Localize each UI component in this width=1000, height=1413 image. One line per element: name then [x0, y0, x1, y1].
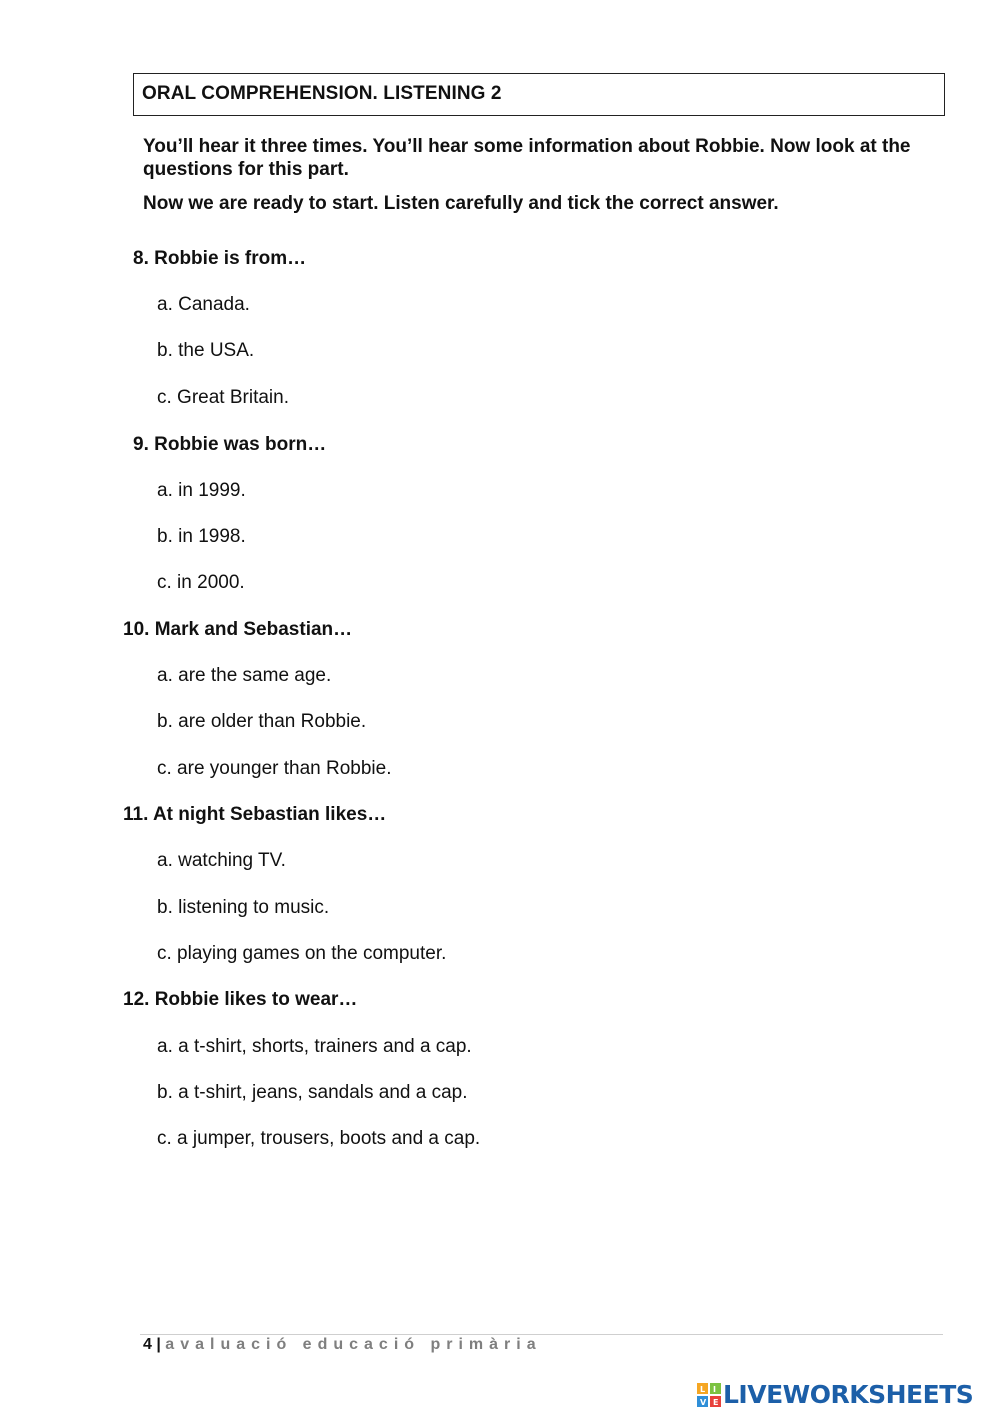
- question-11-option-c[interactable]: c. playing games on the computer.: [157, 943, 447, 964]
- question-10-option-a[interactable]: a. are the same age.: [157, 665, 332, 686]
- svg-text:I: I: [713, 1385, 716, 1394]
- question-12-option-b[interactable]: b. a t-shirt, jeans, sandals and a cap.: [157, 1082, 468, 1103]
- question-9: 9. Robbie was born…: [133, 434, 327, 455]
- question-12-option-c[interactable]: c. a jumper, trousers, boots and a cap.: [157, 1128, 481, 1149]
- question-9-option-a[interactable]: a. in 1999.: [157, 480, 246, 501]
- liveworksheets-logo-icon: [697, 1383, 721, 1407]
- footer-divider: [140, 1334, 943, 1335]
- svg-text:E: E: [713, 1398, 719, 1407]
- liveworksheets-wordmark: LIVEWORKSHEETS: [723, 1380, 974, 1409]
- page-footer: [143, 1336, 542, 1354]
- instructions-paragraph-2: Now we are ready to start. Listen carefully and tick the correct answer.: [143, 193, 779, 214]
- section-title-box: [133, 73, 945, 116]
- svg-text:L: L: [700, 1385, 706, 1394]
- question-10-option-c[interactable]: c. are younger than Robbie.: [157, 758, 392, 779]
- question-8-option-a[interactable]: a. Canada.: [157, 294, 250, 315]
- question-10-option-b[interactable]: b. are older than Robbie.: [157, 711, 367, 732]
- question-8: 8. Robbie is from…: [133, 248, 307, 269]
- question-9-option-b[interactable]: b. in 1998.: [157, 526, 246, 547]
- svg-text:V: V: [700, 1398, 707, 1407]
- instructions-paragraph-1: You’ll hear it three times. You’ll hear some information about Robbie. Now look at the questions for this part.: [143, 136, 911, 180]
- page-number: 4: [143, 1336, 152, 1353]
- question-11-option-a[interactable]: a. watching TV.: [157, 850, 286, 871]
- question-12-option-a[interactable]: a. a t-shirt, shorts, trainers and a cap.: [157, 1036, 472, 1057]
- question-11: 11. At night Sebastian likes…: [123, 804, 387, 825]
- footer-separator: |: [156, 1336, 161, 1353]
- question-8-option-b[interactable]: b. the USA.: [157, 340, 255, 361]
- question-8-option-c[interactable]: c. Great Britain.: [157, 387, 289, 408]
- question-12: 12. Robbie likes to wear…: [123, 989, 358, 1010]
- question-11-option-b[interactable]: b. listening to music.: [157, 897, 330, 918]
- footer-text: avaluació educació primària: [165, 1336, 542, 1353]
- question-10: 10. Mark and Sebastian…: [123, 619, 353, 640]
- section-title: ORAL COMPREHENSION. LISTENING 2: [142, 83, 502, 104]
- question-9-option-c[interactable]: c. in 2000.: [157, 572, 245, 593]
